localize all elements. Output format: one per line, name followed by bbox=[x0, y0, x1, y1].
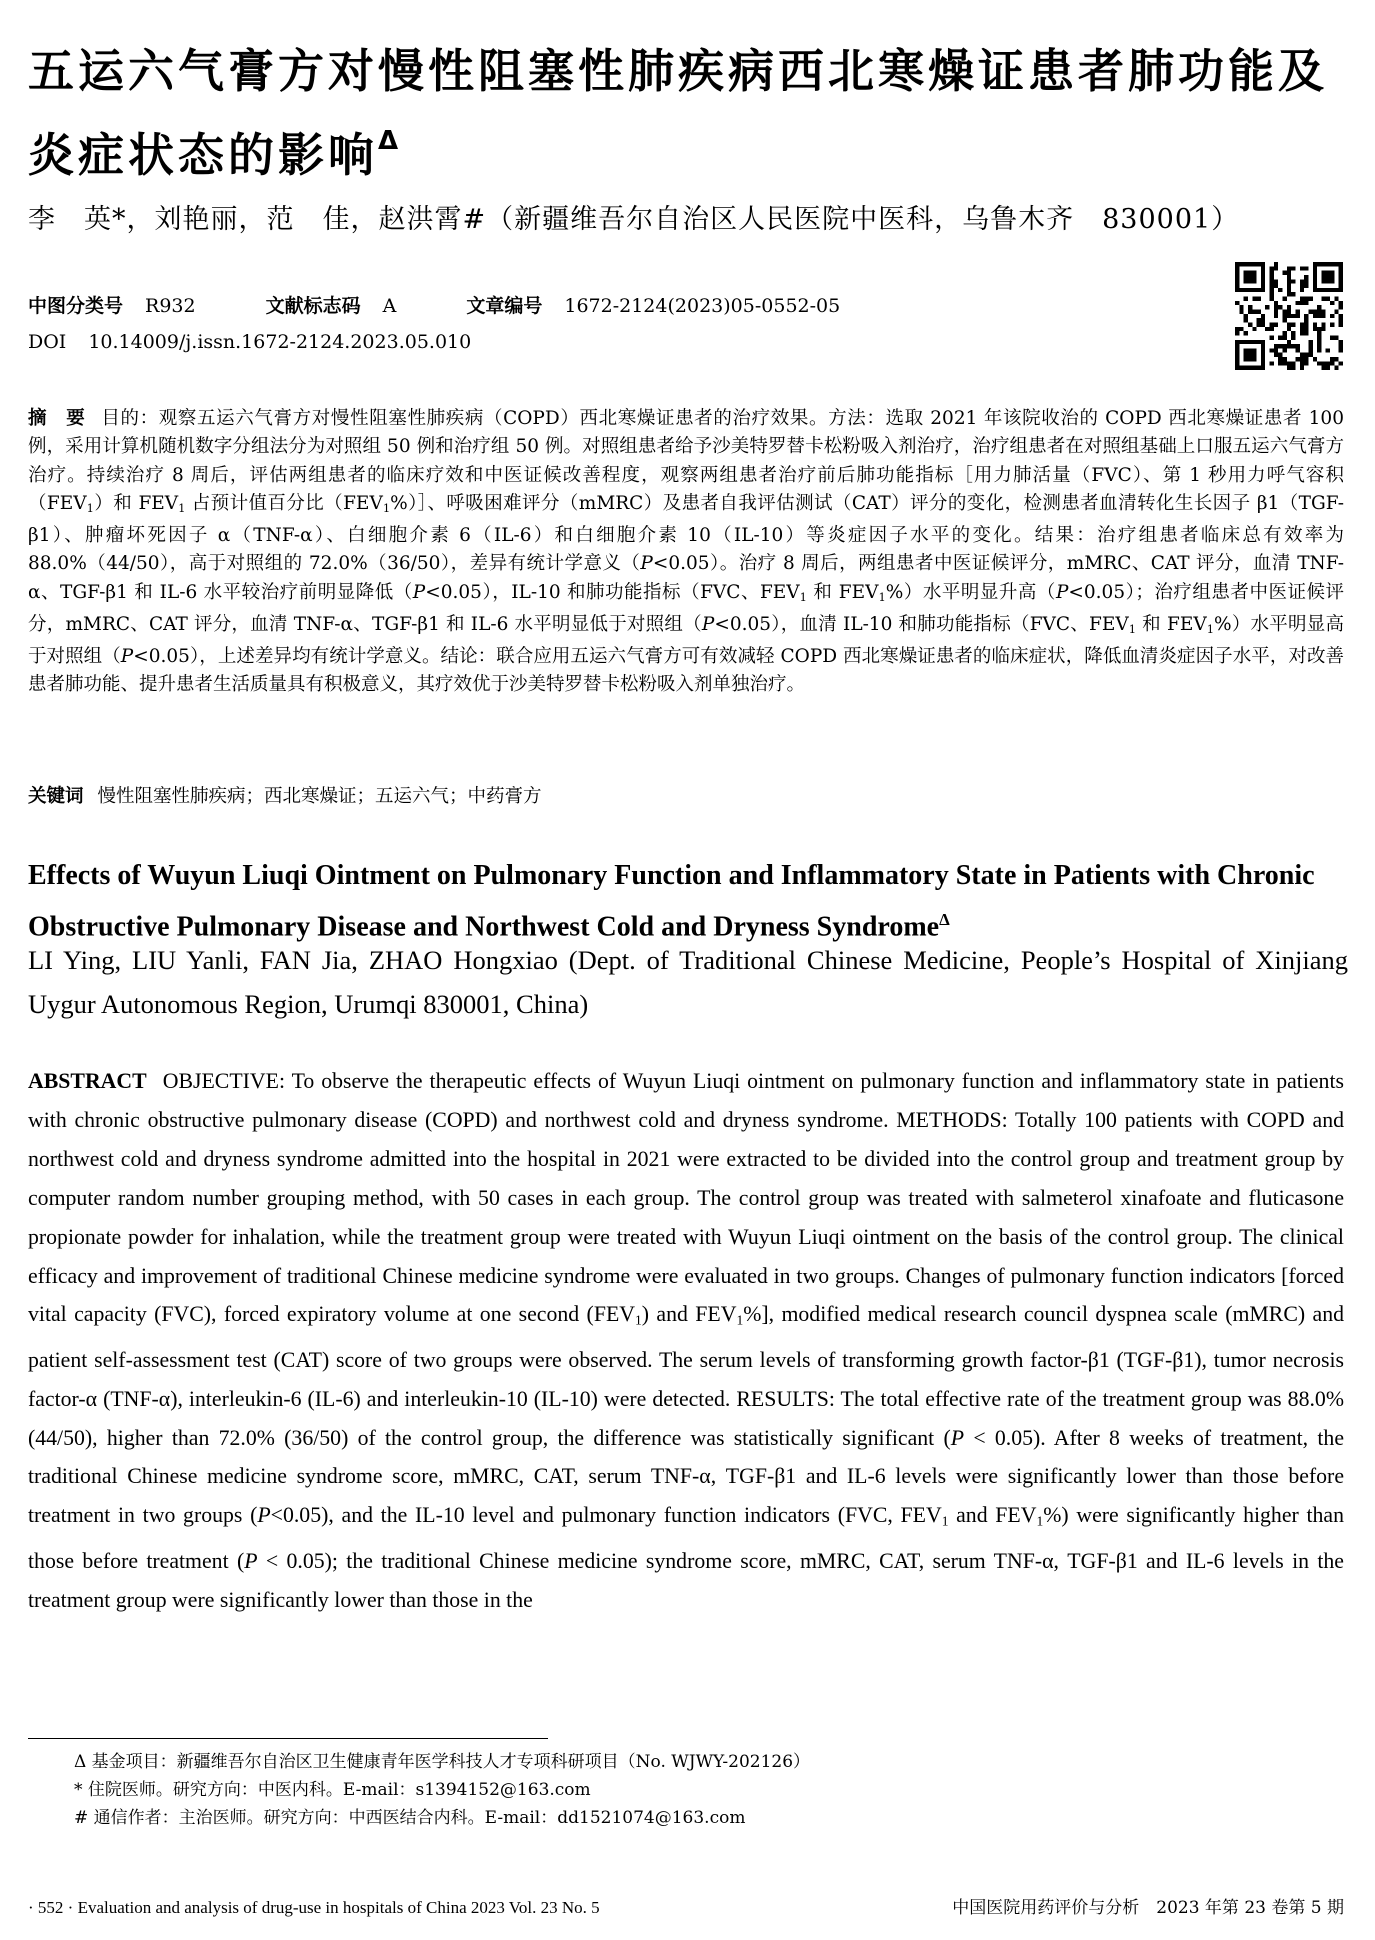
doi-label: DOI bbox=[28, 331, 67, 353]
footnote-corresponding-author: # 通信作者：主治医师。研究方向：中西医结合内科。E-mail：dd1521074@163.com bbox=[74, 1808, 746, 1828]
abstract-cn-label: 摘 要 bbox=[28, 408, 86, 429]
chinese-title bbox=[28, 36, 1348, 190]
article-no-value: 1672-2124(2023)05-0552-05 bbox=[564, 295, 841, 317]
abstract-en-label: ABSTRACT bbox=[28, 1069, 147, 1093]
footnote-divider bbox=[28, 1738, 548, 1739]
footer-journal-en: · 552 · Evaluation and analysis of drug-use in hospitals of China 2023 Vol. 23 No. 5 bbox=[28, 1898, 600, 1917]
abstract-cn-body: 目的：观察五运六气膏方对慢性阻塞性肺疾病（COPD）西北寒燥证患者的治疗效果。方法：选取 2021 年该院收治的 COPD 西北寒燥证患者 100 例，采用计算机随机数字分组法分为对照组 50 例和治疗组 50 例。对照组患者给予沙美特罗替卡松粉吸入剂治疗，治疗组患者在对照组基础上口服五运六气膏方治疗。持续治疗 8 周后，评估两组患者的临床疗效和中医证候改善程度，观察两组患者治疗前后肺功能指标［用力肺活量（FVC）、第 1 秒用力呼气容积$(FEV_1)$和 $FEV_1$ 占预计值百分比$(FEV_1\%)]$、呼吸困难评分（mMRC）及患者自我评估测试（CAT）评分的变化，检测患者血清转化生长因子 β1（TGF-β1）、肿瘤坏死因子 α（TNF-α）、白细胞介素 6（IL-6）和白细胞介素 10（IL-10）等炎症因子水平的变化。结果：治疗组患者临床总有效率为 88.0%（44/50），高于对照组的 72.0%（36/50），差异有统计学意义（P<0.05）。治疗 8 周后，两组患者中医证候评分，mMRC、CAT 评分，血清 TNF-α、TGF-β1 和 IL-6 水平较治疗前明显降低（P<0.05），IL-10 和肺功能指标（FVC、$FEV_1$ 和 $FEV_1\%$）水平明显升高（P<0.05）；治疗组患者中医证候评分，mMRC、CAT 评分，血清 TNF-α、TGF-β1 和 IL-6 水平明显低于对照组（P<0.05），血清 IL-10 和肺功能指标（FVC、$FEV_1$ 和 $FEV_1\%$）水平明显高于对照组（P<0.05），上述差异均有统计学意义。结论：联合应用五运六气膏方可有效减轻 COPD 西北寒燥证患者的临床症状，降低血清炎症因子水平，对改善患者肺功能、提升患者生活质量具有积极意义，其疗效优于沙美特罗替卡松粉吸入剂单独治疗。 bbox=[28, 408, 1344, 696]
doi-value: 10.14009/j.issn.1672-2124.2023.05.010 bbox=[88, 331, 472, 353]
article-no-label: 文章编号 bbox=[466, 295, 543, 317]
abstract-en-body: OBJECTIVE: To observe the therapeutic effects of Wuyun Liuqi ointment on pulmonary function and inflammatory state in patients with chronic obstructive pulmonary disease (COPD) and northwest cold and dryness syndrome. METHODS: Totally 100 patients with COPD and northwest cold and dryness syndrome admitted into the hospital in 2021 were extracted to be divided into the control group and treatment group by computer random number grouping method, with 50 cases in each group. The control group was treated with salmeterol xinafoate and fluticasone propionate powder for inhalation, while the treatment group were treated with Wuyun Liuqi ointment on the basis of the control group. The clinical efficacy and improvement of traditional Chinese medicine syndrome were evaluated in two groups. Changes of pulmonary function indicators [forced vital capacity (FVC), forced expiratory volume at one second $(FEV_1)$ and $FEV_1\%$], modified medical research council dyspnea scale (mMRC) and patient self-assessment test (CAT) score of two groups were observed. The serum levels of transforming growth factor-β1 (TGF-β1), tumor necrosis factor-α (TNF-α), interleukin-6 (IL-6) and interleukin-10 (IL-10) were detected. RESULTS: The total effective rate of the treatment group was 88.0% (44/50), higher than 72.0% (36/50) of the control group, the difference was statistically significant (P < 0.05). After 8 weeks of treatment, the traditional Chinese medicine syndrome score, mMRC, CAT, serum TNF-α, TGF-β1 and IL-6 levels were significantly lower than those before treatment in two groups (P<0.05), and the IL-10 level and pulmonary function indicators (FVC, $FEV_1$ and $FEV_1\%$) were significantly higher than those before treatment (P < 0.05); the traditional Chinese medicine syndrome score, mMRC, CAT, serum TNF-α, TGF-β1 and IL-6 levels in the treatment group were significantly lower than those in the bbox=[28, 1069, 1345, 1612]
keywords-cn-value: 慢性阻塞性肺疾病；西北寒燥证；五运六气；中药膏方 bbox=[97, 786, 542, 807]
english-abstract bbox=[28, 1062, 1344, 1619]
clc-label: 中图分类号 bbox=[28, 295, 124, 317]
chinese-title-text: 五运六气膏方对慢性阻塞性肺疾病西北寒燥证患者肺功能及炎症状态的影响 bbox=[28, 44, 1328, 182]
footnote-funding: Δ 基金项目：新疆维吾尔自治区卫生健康青年医学科技人才专项科研项目（No. WJWY-202126） bbox=[74, 1752, 811, 1772]
keywords-cn-label: 关键词 bbox=[28, 786, 84, 807]
chinese-abstract bbox=[28, 405, 1344, 700]
doc-code-value: A bbox=[382, 295, 397, 317]
english-authors: LI Ying, LIU Yanli, FAN Jia, ZHAO Hongxiao (Dept. of Traditional Chinese Medicine, People’s Hospital of Xinjiang Uygur Autonomous Region, Urumqi 830001, China) bbox=[28, 945, 1348, 1019]
qr-code-icon bbox=[1235, 262, 1343, 370]
chinese-authors: 李 英*，刘艳丽，范 佳，赵洪霄#（新疆维吾尔自治区人民医院中医科，乌鲁木齐 830001） bbox=[28, 204, 1240, 235]
footnotes bbox=[74, 1748, 810, 1832]
english-funding-mark: Δ bbox=[939, 910, 950, 929]
doc-code-label: 文献标志码 bbox=[265, 295, 361, 317]
clc-value: R932 bbox=[145, 295, 196, 317]
footnote-first-author: * 住院医师。研究方向：中医内科。E-mail：s1394152@163.com bbox=[74, 1780, 591, 1800]
classification-row bbox=[28, 292, 910, 320]
footer-journal-cn: 中国医院用药评价与分析 2023 年第 23 卷第 5 期 bbox=[952, 1898, 1344, 1918]
chinese-keywords bbox=[28, 783, 1344, 811]
english-title-text: Effects of Wuyun Liuqi Ointment on Pulmonary Function and Inflammatory State in Patients with Chronic Obstructive Pulmonary Disease and Northwest Cold and Dryness Syndrome bbox=[28, 860, 1315, 943]
funding-mark: Δ bbox=[378, 126, 399, 156]
doi-row bbox=[28, 328, 471, 356]
english-title bbox=[28, 854, 1348, 949]
